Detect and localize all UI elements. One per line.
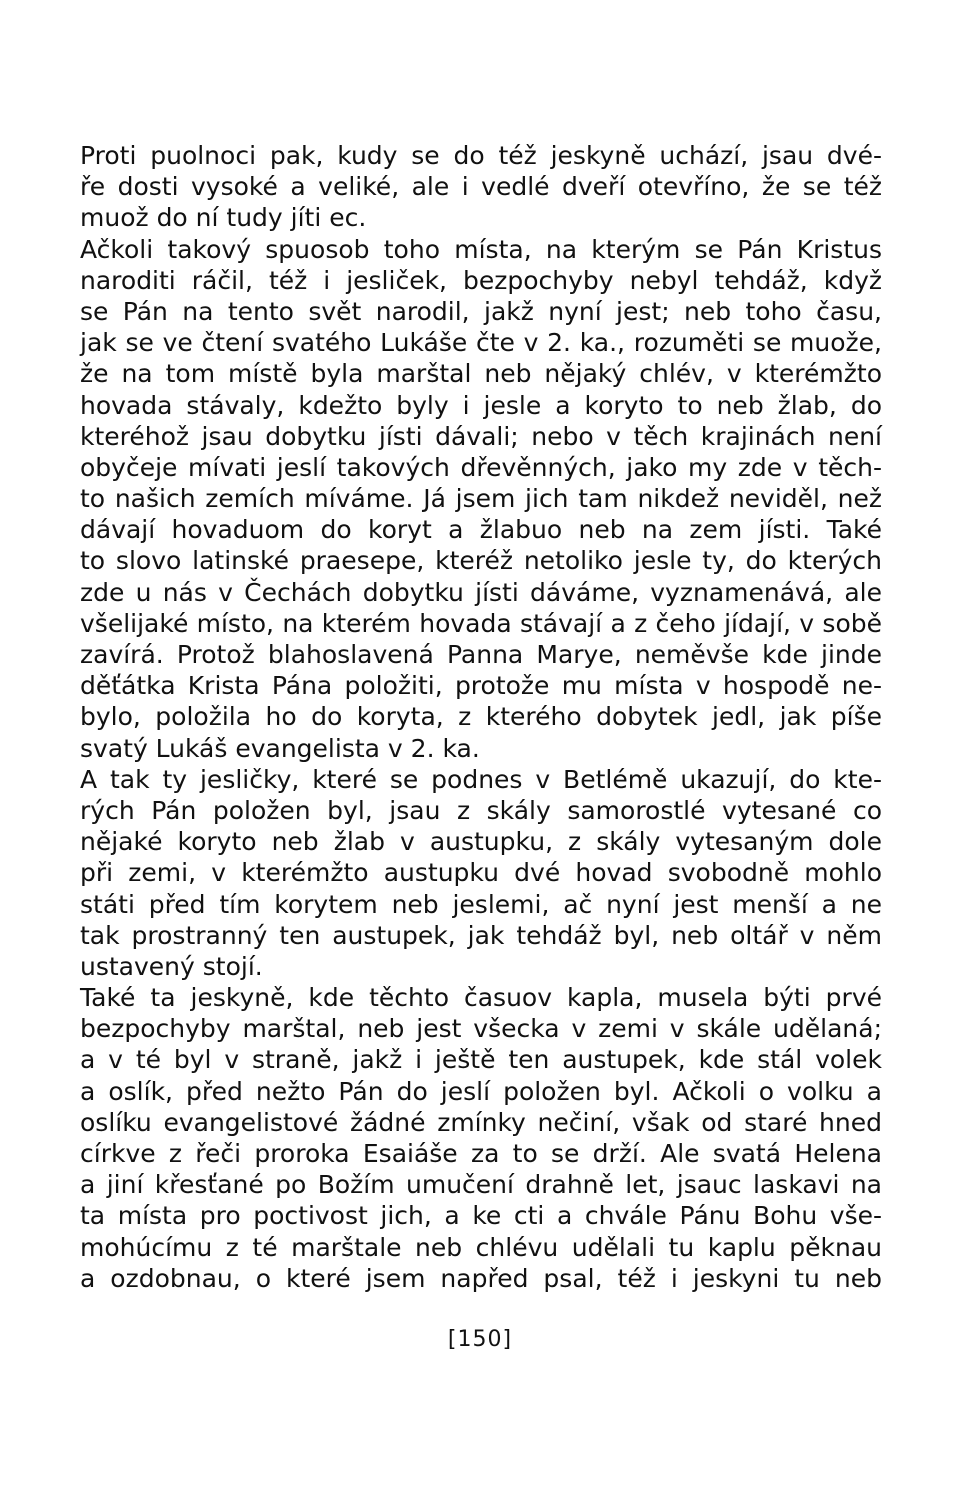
text-line: obyčeje mívati jeslí takových dřevěnných, jako my zde v těch- — [80, 452, 882, 482]
text-line: tak prostranný ten austupek, jak tehdáž byl, neb oltář v něm — [80, 920, 882, 950]
text-line: že na tom místě byla marštal neb nějaký chlév, v kterémžto — [80, 359, 882, 389]
text-line: oslíku evangelistové žádné zmínky nečiní, však od staré hned — [80, 1107, 882, 1137]
text-line: kteréhož jsau dobytku jísti dávali; nebo v těch krajinách není — [80, 421, 882, 451]
text-line: rých Pán položen byl, jsau z skály samorostlé vytesané co — [80, 795, 882, 825]
page-number: [150] — [447, 1327, 513, 1352]
text-line: ustavený stojí. — [80, 951, 263, 981]
text-line: a jiní křesťané po Božím umučení drahně let, jsauc laskavi na — [80, 1170, 882, 1200]
text-line: církve z řeči proroka Esaiáše za to se drží. Ale svatá Helena — [80, 1139, 882, 1168]
text-line: naroditi ráčil, též i jesliček, bezpochyby nebyl tehdáž, když — [80, 265, 882, 295]
body-text — [80, 140, 882, 1294]
text-line: dávají hovaduom do koryt a žlabuo neb na zem jísti. Také — [80, 515, 882, 545]
text-line: to slovo latinské praesepe, kteréž netoliko jesle ty, do kterých — [80, 546, 882, 576]
text-line: ta místa pro poctivost jich, a ke cti a chvále Pánu Bohu vše- — [80, 1201, 882, 1231]
text-line: jak se ve čtení svatého Lukáše čte v 2. ka., rozuměti se muože, — [80, 328, 882, 358]
text-line: zavírá. Protož blahoslavená Panna Marye, neměvše kde jinde — [80, 640, 882, 669]
text-line: děťátka Krista Pána položiti, protože mu místa v hospodě ne- — [80, 671, 882, 701]
text-line: a oslík, před nežto Pán do jeslí položen byl. Ačkoli o volku a — [80, 1076, 882, 1106]
text-line: bezpochyby marštal, neb jest všecka v zemi v skále udělaná; — [80, 1014, 882, 1044]
text-line: všelijaké místo, na kterém hovada stávají a z čeho jídají, v sobě — [80, 608, 882, 638]
text-line: svatý Lukáš evangelista v 2. ka. — [80, 733, 480, 763]
text-line: se Pán na tento svět narodil, jakž nyní jest; neb toho času, — [80, 296, 882, 326]
text-line: zde u nás v Čechách dobytku jísti dáváme, vyznamenává, ale — [80, 577, 882, 607]
text-line: při zemi, v kterémžto austupku dvé hovad svobodně mohlo — [80, 858, 882, 888]
text-line: Také ta jeskyně, kde těchto časuov kapla, musela býti prvé — [80, 983, 882, 1013]
text-line: A tak ty jesličky, které se podnes v Betlémě ukazují, do kte- — [80, 764, 882, 794]
text-line: bylo, položila ho do koryta, z kterého dobytek jedl, jak píše — [80, 702, 882, 732]
text-line: státi před tím korytem neb jeslemi, ač nyní jest menší a ne — [80, 889, 882, 919]
text-line: nějaké koryto neb žlab v austupku, z skály vytesaným dole — [80, 827, 882, 857]
text-line: muož do ní tudy jíti ec. — [80, 203, 367, 233]
text-line: mohúcímu z té marštale neb chlévu udělali tu kaplu pěknau — [80, 1232, 882, 1262]
text-line: hovada stávaly, kdežto byly i jesle a koryto to neb žlab, do — [80, 390, 882, 420]
text-line: to našich zemích míváme. Já jsem jich tam nikdež neviděl, než — [80, 484, 882, 514]
text-line: ře dosti vysoké a veliké, ale i vedlé dveří otevříno, že se též — [80, 172, 882, 202]
text-line: Ačkoli takový spuosob toho místa, na kterým se Pán Kristus — [80, 234, 882, 264]
text-line: a ozdobnau, o které jsem napřed psal, též i jeskyni tu neb — [80, 1263, 882, 1293]
text-line: Proti puolnoci pak, kudy se do též jeskyně uchází, jsau dvé- — [80, 141, 882, 170]
text-line: a v té byl v straně, jakž i ještě ten austupek, kde stál volek — [80, 1045, 882, 1075]
